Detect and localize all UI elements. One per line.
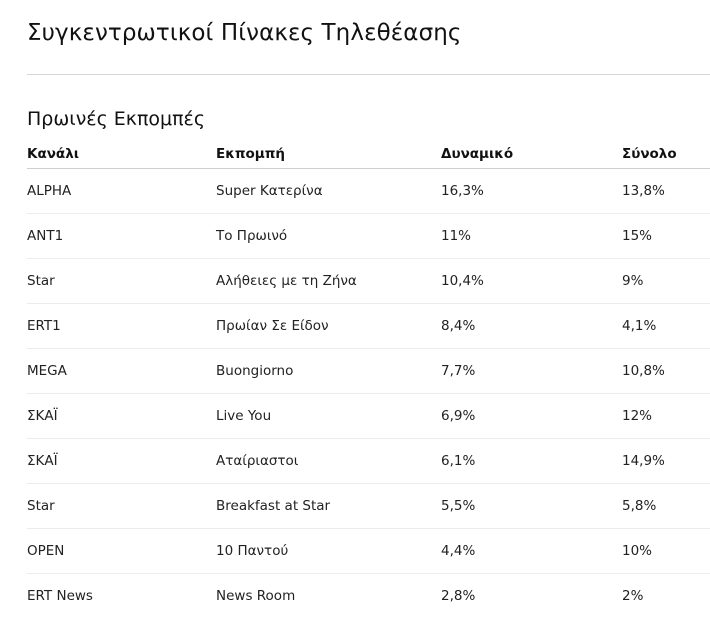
cell-potential: 11%	[441, 214, 622, 259]
table-row	[27, 394, 710, 439]
header-channel: Κανάλι	[27, 140, 216, 169]
cell-total: 10%	[622, 529, 710, 574]
cell-channel: OPEN	[27, 529, 216, 574]
cell-channel: MEGA	[27, 349, 216, 394]
cell-total: 12%	[622, 394, 710, 439]
cell-potential: 4,4%	[441, 529, 622, 574]
cell-show: Breakfast at Star	[216, 484, 441, 529]
table-row	[27, 169, 710, 214]
cell-potential: 8,4%	[441, 304, 622, 349]
cell-show: Αλήθειες με τη Ζήνα	[216, 259, 441, 304]
cell-total: 13,8%	[622, 169, 710, 214]
table-row	[27, 349, 710, 394]
cell-show: 10 Παντού	[216, 529, 441, 574]
cell-show: Αταίριαστοι	[216, 439, 441, 484]
cell-channel: ΣΚΑΪ	[27, 439, 216, 484]
table-row	[27, 574, 710, 619]
title-divider	[27, 74, 710, 75]
table-row	[27, 439, 710, 484]
header-show: Εκπομπή	[216, 140, 441, 169]
cell-channel: ALPHA	[27, 169, 216, 214]
table-row	[27, 304, 710, 349]
cell-total: 2%	[622, 588, 644, 604]
cell-potential: 16,3%	[441, 169, 622, 214]
cell-potential: 6,9%	[441, 394, 622, 439]
cell-total: 10,8%	[622, 349, 710, 394]
cell-potential: 6,1%	[441, 439, 622, 484]
cell-channel: ΑΝΤ1	[27, 214, 216, 259]
table-row	[27, 529, 710, 574]
cell-channel: Star	[27, 259, 216, 304]
table-row	[27, 259, 710, 304]
cell-total: 15%	[622, 214, 710, 259]
cell-channel: ERT1	[27, 304, 216, 349]
table-row	[27, 484, 710, 529]
page-title: Συγκεντρωτικοί Πίνακες Τηλεθέασης	[27, 20, 462, 46]
table-row	[27, 214, 710, 259]
cell-potential: 5,5%	[441, 484, 622, 529]
cell-total: 5,8%	[622, 484, 710, 529]
section-title: Πρωινές Εκπομπές	[27, 108, 205, 130]
cell-channel: ΣΚΑΪ	[27, 394, 216, 439]
cell-potential: 2,8%	[441, 588, 476, 604]
cell-show: Πρωίαν Σε Είδον	[216, 304, 441, 349]
cell-show: Live You	[216, 394, 441, 439]
cell-potential: 10,4%	[441, 259, 622, 304]
header-potential: Δυναμικό	[441, 140, 622, 169]
header-total: Σύνολο	[622, 140, 710, 169]
cell-show: News Room	[216, 588, 296, 604]
cell-channel: ERT News	[27, 588, 93, 604]
table-header-row	[27, 140, 710, 169]
cell-potential: 7,7%	[441, 349, 622, 394]
cell-show: Το Πρωινό	[216, 214, 441, 259]
cell-channel: Star	[27, 484, 216, 529]
cell-total: 14,9%	[622, 439, 710, 484]
cell-show: Buongiorno	[216, 349, 441, 394]
cell-total: 9%	[622, 259, 710, 304]
cell-show: Super Κατερίνα	[216, 169, 441, 214]
cell-total: 4,1%	[622, 304, 710, 349]
ratings-table	[27, 140, 710, 618]
